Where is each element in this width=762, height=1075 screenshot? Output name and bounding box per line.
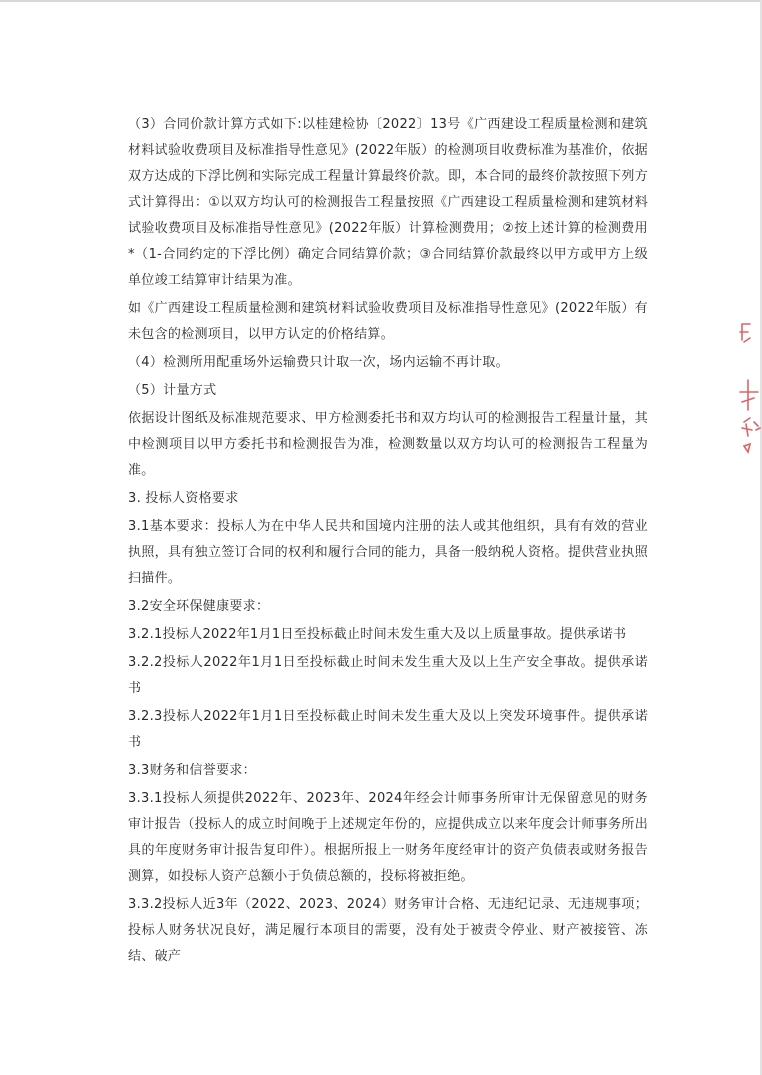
paragraph-quality-accident: 3.2.1投标人2022年1月1日至投标截止时间未发生重大及以上质量事故。提供承诺书 xyxy=(128,627,627,642)
seal-stamp-fragment xyxy=(736,318,762,458)
paragraph-measurement-heading: （5）计量方式 xyxy=(128,383,217,398)
subheading-finance-reputation: 3.3财务和信誉要求： xyxy=(128,763,256,778)
paragraph-basic-requirements: 3.1基本要求：投标人为在中华人民共和国境内注册的法人或其他组织，具有有效的营业执照，具有独立签订合同的权利和履行合同的能力，具备一般纳税人资格。提供营业执照扫描件。 xyxy=(128,519,648,586)
document-body xyxy=(128,112,648,970)
paragraph-transport-fee: （4）检测所用配重场外运输费只计取一次，场内运输不再计取。 xyxy=(128,355,509,370)
paragraph-measurement-method: 依据设计图纸及标准规范要求、甲方检测委托书和双方均认可的检测报告工程量计量，其中检测项目以甲方委托书和检测报告为准，检测数量以双方均认可的检测报告工程量为准。 xyxy=(128,411,648,478)
paragraph-environment-incident: 3.2.3投标人2022年1月1日至投标截止时间未发生重大及以上突发环境事件。提供承诺书 xyxy=(128,709,648,750)
paragraph-financial-compliance: 3.3.2投标人近3年（2022、2023、2024）财务审计合格、无违纪记录、无违规事项；投标人财务状况良好，满足履行本项目的需要，没有处于被责令停业、财产被接管、冻结、破产 xyxy=(128,897,648,964)
section-heading-bidder-qualification: 3. 投标人资格要求 xyxy=(128,491,239,506)
subheading-safety-environment-health: 3.2安全环保健康要求： xyxy=(128,599,270,614)
paragraph-contract-price-calculation: （3）合同价款计算方式如下:以桂建检协〔2022〕13号《广西建设工程质量检测和建筑材料试验收费项目及标准指导性意见》(2022年版）的检测项目收费标准为基准价，依据双方达成的下浮比例和实际完成工程量计算最终价款。即，本合同的最终价款按照下列方式计算得出：①以双方均认可的检测报告工程量按照《广西建设工程质量检测和建筑材料试验收费项目及标准指导性意见》(2022年版）计算检测费用；②按上述计算的检测费用*（1-合同约定的下浮比例）确定合同结算价款；③合同结算价款最终以甲方或甲方上级单位竣工结算审计结果为准。 xyxy=(128,117,648,288)
paragraph-audit-reports: 3.3.1投标人须提供2022年、2023年、2024年经会计师事务所审计无保留意见的财务审计报告（投标人的成立时间晚于上述规定年份的，应提供成立以来年度会计师事务所出具的年度财务审计报告复印件）。根据所报上一财务年度经审计的资产负债表或财务报告测算，如投标人资产总额小于负债总额的，投标将被拒绝。 xyxy=(128,791,648,884)
page-top-edge xyxy=(0,0,762,2)
paragraph-uncovered-items: 如《广西建设工程质量检测和建筑材料试验收费项目及标准指导性意见》(2022年版）有未包含的检测项目，以甲方认定的价格结算。 xyxy=(128,301,648,342)
paragraph-safety-accident: 3.2.2投标人2022年1月1日至投标截止时间未发生重大及以上生产安全事故。提供承诺书 xyxy=(128,655,648,696)
